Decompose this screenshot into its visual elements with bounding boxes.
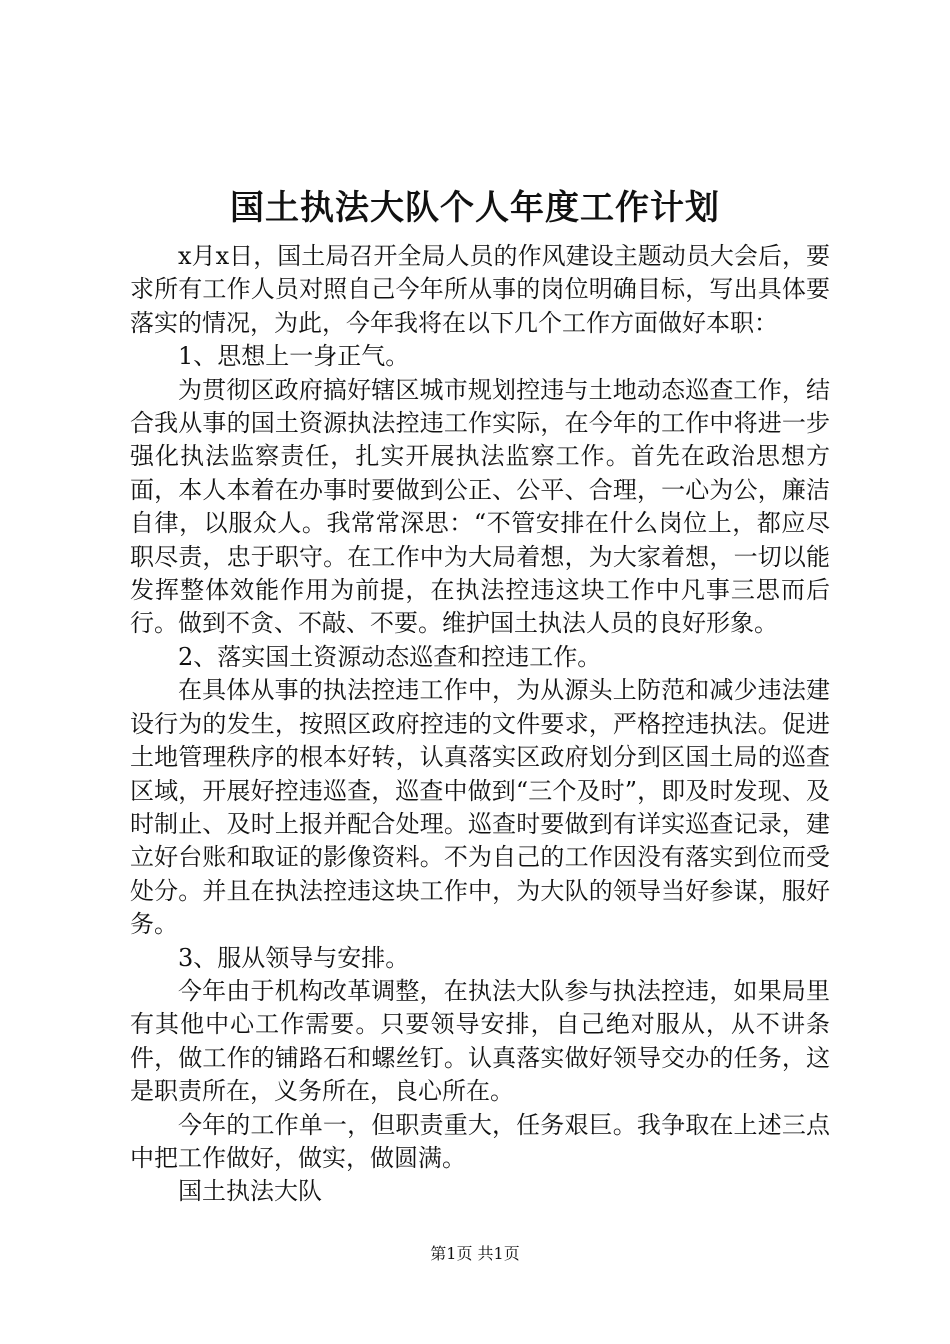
- page-number-footer: 第1页 共1页: [430, 1244, 520, 1263]
- section-heading-1: 1、思想上一身正气。: [178, 342, 410, 371]
- section-heading-3: 3、服从领导与安排。: [178, 943, 410, 972]
- closing-paragraph: 今年的工作单一，但职责重大，任务艰巨。我争取在上述三点中把工作做好，做实，做圆满。: [130, 1110, 830, 1172]
- section-paragraph-1: 为贯彻区政府搞好辖区城市规划控违与土地动态巡查工作，结合我从事的国土资源执法控违工作实际，在今年的工作中将进一步强化执法监察责任，扎实开展执法监察工作。首先在政治思想方面，本人本着在办事时要做到公正、公平、合理，一心为公，廉洁自律，以服众人。我常常深思：“不管安排在什么岗位上，都应尽职尽责，忠于职守。在工作中为大局着想，为大家着想，一切以能发挥整体效能作用为前提，在执法控违这块工作中凡事三思而后行。做到不贪、不敲、不要。维护国土执法人员的良好形象。: [130, 375, 830, 638]
- section-heading-2: 2、落实国土资源动态巡查和控违工作。: [178, 642, 602, 671]
- section-paragraph-2: 在具体从事的执法控违工作中，为从源头上防范和减少违法建设行为的发生，按照区政府控违的文件要求，严格控违执法。促进土地管理秩序的根本好转，认真落实区政府划分到区国土局的巡查区域，开展好控违巡查，巡查中做到“三个及时”，即及时发现、及时制止、及时上报并配合处理。巡查时要做到有详实巡查记录，建立好台账和取证的影像资料。不为自己的工作因没有落实到位而受处分。并且在执法控违这块工作中，为大队的领导当好参谋，服好务。: [130, 676, 830, 939]
- document-title: 国土执法大队个人年度工作计划: [230, 188, 720, 228]
- intro-paragraph: x月x日，国土局召开全局人员的作风建设主题动员大会后，要求所有工作人员对照自己今年所从事的岗位明确目标，写出具体要落实的情况，为此，今年我将在以下几个工作方面做好本职：: [130, 242, 830, 337]
- signature-line: 国土执法大队: [178, 1177, 322, 1206]
- section-paragraph-3: 今年由于机构改革调整，在执法大队参与执法控违，如果局里有其他中心工作需要。只要领导安排，自己绝对服从，从不讲条件，做工作的铺路石和螺丝钉。认真落实做好领导交办的任务，这是职责所在，义务所在，良心所在。: [130, 976, 830, 1106]
- document-body: [130, 240, 830, 1209]
